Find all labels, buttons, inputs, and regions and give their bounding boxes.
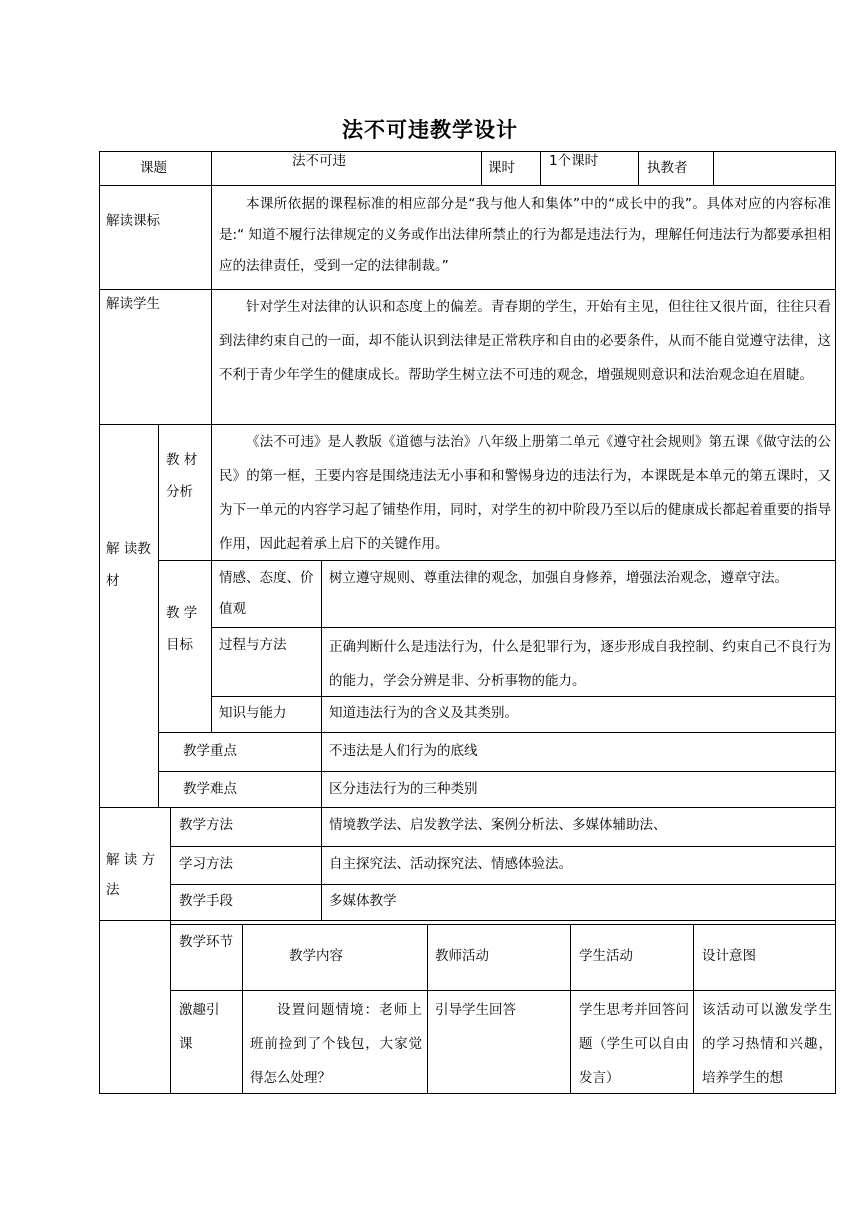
- goal-label-attitude: 情感、态度、价值观: [219, 570, 314, 617]
- method-label-means: 教学手段: [179, 893, 233, 909]
- goal-text-process: 正确判断什么是违法行为，什么是犯罪行为，逐步形成自我控制、约束自己不良行为的能力，学会分辨是非、分析事物的能力。: [329, 639, 831, 689]
- teacher-label: 执教者: [647, 160, 688, 176]
- process-header-student: 学生活动: [579, 948, 633, 964]
- goal-label-knowledge: 知识与能力: [219, 705, 287, 721]
- hours-label: 课时: [488, 160, 515, 176]
- topic-value: 法不可违: [292, 153, 346, 169]
- students-label: 解读学生: [106, 296, 160, 312]
- process-header-intent: 设计意图: [702, 948, 756, 964]
- key-text: 不违法是人们行为的底线: [329, 743, 478, 759]
- goals-label: 教 学目标: [166, 605, 198, 653]
- process-content: 设置问题情境：老师上班前捡到了个钱包，大家觉得怎么处理？: [250, 1002, 422, 1086]
- process-intent: 该活动可以激发学生的学习热情和兴趣，培养学生的想: [702, 1002, 832, 1086]
- process-student: 学生思考并回答问题（学生可以自由发言）: [579, 1002, 689, 1086]
- goal-text-attitude: 树立遵守规则、尊重法律的观念，加强自身修养，增强法治观念，遵章守法。: [329, 570, 788, 586]
- difficulty-label: 教学难点: [183, 781, 237, 797]
- process-stage: 激趣引课: [179, 1002, 220, 1052]
- page-title: 法不可违教学设计: [342, 118, 518, 142]
- process-header-content: 教学内容: [289, 948, 343, 964]
- method-text-learning: 自主探究法、活动探究法、情感体验法。: [329, 856, 572, 872]
- methods-label: 解 读 方法: [106, 852, 156, 898]
- key-label: 教学重点: [183, 743, 237, 759]
- analysis-text: 《法不可违》是人教版《道德与法治》八年级上册第二单元《遵守社会规则》第五课《做守法的公民》的第一框，王要内容是围绕违法无小事和和警惕身边的违法行为，本课既是本单元的第五课时，又为下一单元的内容学习起了铺垫作用，同时，对学生的初中阶段乃至以后的健康成长都起着重要的指导作用，因此起着承上启下的关键作用。: [219, 434, 831, 552]
- process-teacher: 引导学生回答: [435, 1002, 516, 1018]
- standard-text: 本课所依据的课程标准的相应部分是“我与他人和集体”中的“成长中的我”。具体对应的内容标准是:“ 知道不履行法律规定的义务或作出法律所禁止的行为都是违法行为，理解任何违法行为都要承担相应的法律责任，受到一定的法律制裁。”: [219, 196, 831, 274]
- process-header-stage: 教学环节: [179, 934, 233, 950]
- goal-text-knowledge: 知道违法行为的含义及其类别。: [329, 705, 518, 721]
- hours-value: 1个课时: [549, 153, 599, 169]
- method-label-learning: 学习方法: [179, 856, 233, 872]
- method-text-teaching: 情境教学法、启发教学法、案例分析法、多媒体辅助法、: [329, 817, 667, 833]
- topic-label: 课题: [140, 160, 167, 176]
- standard-label: 解读课标: [106, 213, 160, 229]
- textbook-label: 解 读教材: [106, 541, 151, 589]
- analysis-label: 教 材分析: [166, 452, 198, 500]
- difficulty-text: 区分违法行为的三种类别: [329, 781, 478, 797]
- process-header-teacher: 教师活动: [435, 948, 489, 964]
- students-text: 针对学生对法律的认识和态度上的偏差。青春期的学生，开始有主见，但往往又很片面，往往只看到法律约束自己的一面，却不能认识到法律是正常秩序和自由的必要条件，从而不能自觉遵守法律，这不利于青少年学生的健康成长。帮助学生树立法不可违的观念，增强规则意识和法治观念迫在眉睫。: [219, 299, 831, 383]
- goal-label-process: 过程与方法: [219, 637, 287, 653]
- method-label-teaching: 教学方法: [179, 817, 233, 833]
- method-text-means: 多媒体教学: [329, 893, 397, 909]
